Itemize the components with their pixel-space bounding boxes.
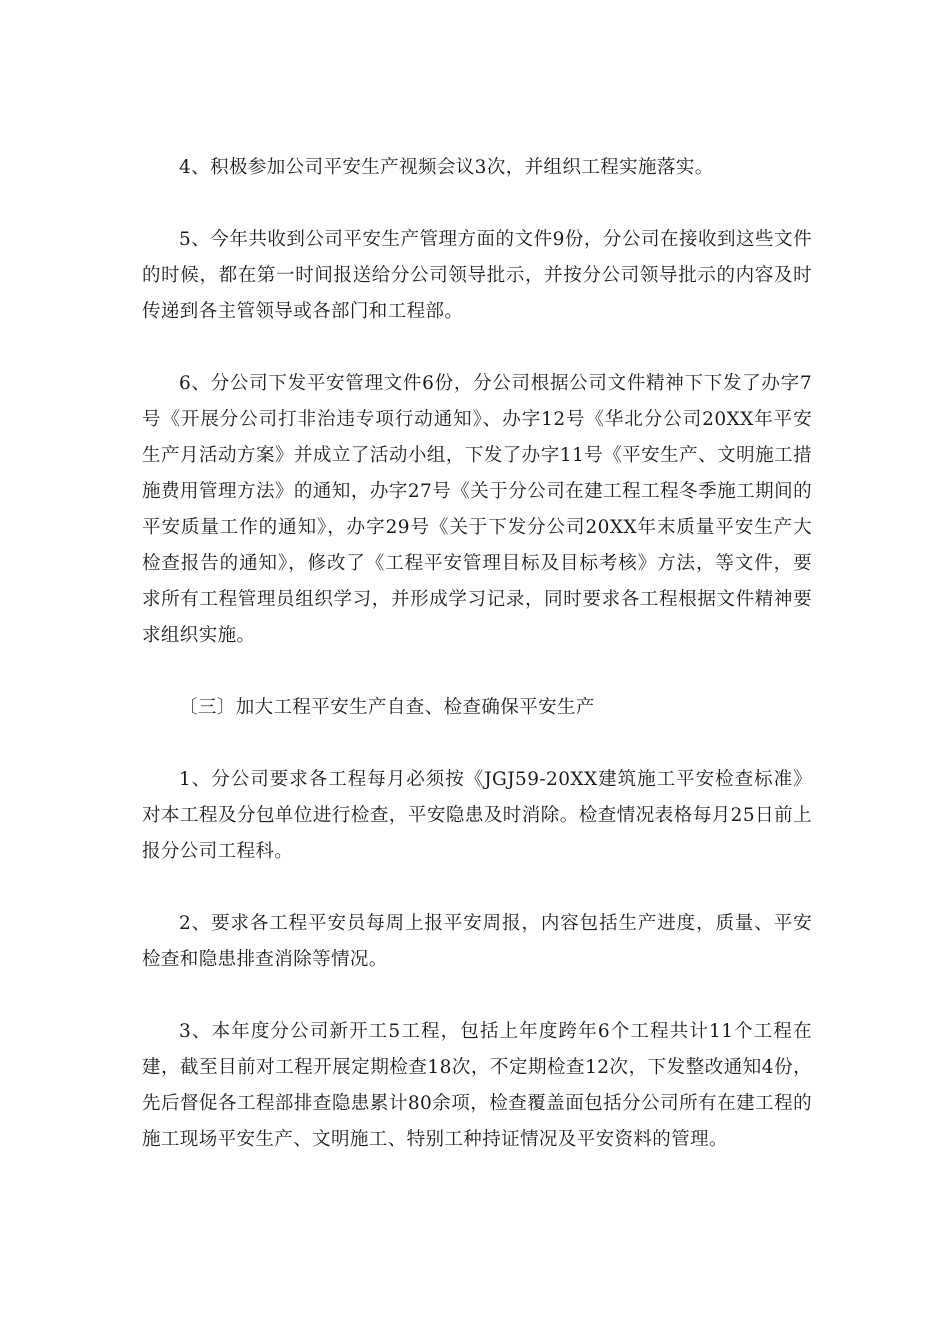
paragraph-item-3: 3、本年度分公司新开工5工程，包括上年度跨年6个工程共计11个工程在建，截至目前对工程开展定期检查18次，不定期检查12次，下发整改通知4份，先后督促各工程部排查隐患累计80余项，检查覆盖面包括分公司所有在建工程的施工现场平安生产、文明施工、特别工种持证情况及平安资料的管理。 xyxy=(142,1021,812,1150)
document-body xyxy=(142,150,812,1194)
paragraph-item-1: 1、分公司要求各工程每月必须按《JGJ59-20XX建筑施工平安检查标准》对本工程及分包单位进行检查，平安隐患及时消除。检查情况表格每月25日前上报分公司工程科。 xyxy=(142,769,812,862)
paragraph-item-2: 2、要求各工程平安员每周上报平安周报，内容包括生产进度，质量、平安检查和隐患排查消除等情况。 xyxy=(142,913,812,970)
section-heading-3: 〔三〕加大工程平安生产自查、检查确保平安生产 xyxy=(179,697,595,718)
paragraph-item-4: 4、积极参加公司平安生产视频会议3次，并组织工程实施落实。 xyxy=(179,157,714,178)
paragraph-item-5: 5、今年共收到公司平安生产管理方面的文件9份，分公司在接收到这些文件的时候，都在第一时间报送给分公司领导批示，并按分公司领导批示的内容及时传递到各主管领导或各部门和工程部。 xyxy=(142,229,812,322)
paragraph-item-6: 6、分公司下发平安管理文件6份，分公司根据公司文件精神下下发了办字7号《开展分公司打非治违专项行动通知》、办字12号《华北分公司20XX年平安生产月活动方案》并成立了活动小组，下发了办字11号《平安生产、文明施工措施费用管理方法》的通知，办字27号《关于分公司在建工程工程冬季施工期间的平安质量工作的通知》，办字29号《关于下发分公司20XX年末质量平安生产大检查报告的通知》，修改了《工程平安管理目标及目标考核》方法，等文件，要求所有工程管理员组织学习，并形成学习记录，同时要求各工程根据文件精神要求组织实施。 xyxy=(142,373,812,646)
